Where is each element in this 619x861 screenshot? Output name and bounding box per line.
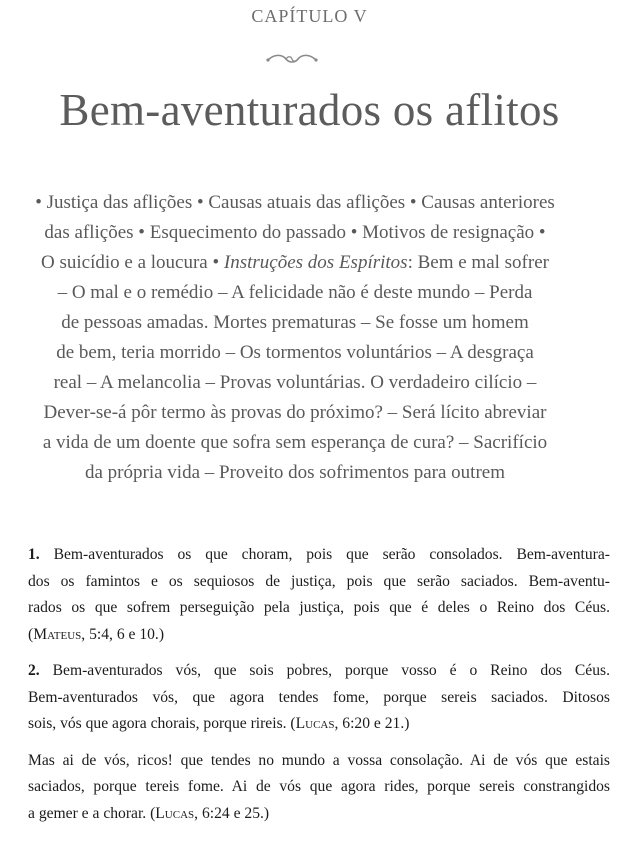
- verse-line: [28, 622, 610, 649]
- summary-line: real – A melancolia – Provas voluntárias. O verdadeiro cilício –: [53, 372, 537, 393]
- verse-line: [28, 711, 610, 738]
- verse-line: [28, 542, 610, 569]
- verse-text: , 6:20 e 21.): [334, 715, 410, 732]
- verse-text: sois, vós que agora chorais, porque rireis. (: [28, 715, 296, 732]
- ornament-flourish-icon: [264, 50, 320, 68]
- summary-italic-title: Instruções dos Espíritos: [223, 252, 408, 273]
- verse-line: Bem-aventurados vós, que agora tendes fome, porque sereis saciados. Ditosos: [28, 688, 610, 706]
- body-text: [28, 542, 610, 837]
- verse-text: a gemer e a chorar. (: [28, 804, 156, 822]
- summary-line: – O mal e o remédio – A felicidade não é deste mundo – Perda: [57, 282, 533, 303]
- summary-text: : Bem e mal sofrer: [407, 252, 549, 273]
- summary-text: O suicídio e a loucura •: [41, 252, 220, 273]
- page-title: Bem-aventurados os aflitos: [59, 85, 560, 135]
- summary-line: a vida de um doente que sofra sem esperança de cura? – Sacrifício: [42, 432, 548, 453]
- verse-line: saciados, porque tereis fome. Ai de vós que agora rides, porque sereis constrangidos: [28, 778, 610, 795]
- summary-line: • Justiça das aflições • Causas atuais das aflições • Causas anteriores: [35, 192, 555, 213]
- verse-line: [28, 658, 610, 685]
- summary-line: [0, 248, 590, 278]
- verse-text: (: [28, 625, 34, 643]
- verse-text: Bem-aventurados vós, que sois pobres, porque vosso é o Reino dos Céus.: [52, 662, 610, 679]
- summary-line: da própria vida – Proveito dos sofrimentos para outrem: [84, 462, 505, 483]
- chapter-summary: [0, 188, 590, 488]
- verse-text: , 6:24 e 25.): [194, 804, 270, 822]
- summary-line: de bem, teria morrido – Os tormentos voluntários – A desgraça: [56, 342, 534, 363]
- verse-text: , 5:4, 6 e 10.): [81, 625, 165, 643]
- verse-reference-book: Mateus: [33, 625, 82, 643]
- chapter-label: CAPÍTULO V: [251, 6, 368, 26]
- verse-paragraph: [28, 542, 610, 648]
- summary-line: de pessoas amadas. Mortes prematuras – Se fosse um homem: [61, 312, 529, 333]
- verse-paragraph: [28, 658, 610, 738]
- verse-text: Bem-aventurados os que choram, pois que serão consolados. Bem-aventura-: [53, 546, 610, 563]
- summary-line: das aflições • Esquecimento do passado • Motivos de resignação •: [44, 222, 546, 243]
- verse-line: [28, 801, 610, 828]
- verse-number: 1.: [28, 546, 40, 563]
- verse-line: rados os que sofrem perseguição pela justiça, pois que é deles o Reino dos Céus.: [28, 599, 610, 616]
- verse-reference-book: Lucas: [295, 715, 335, 732]
- verse-paragraph: [28, 748, 610, 828]
- verse-line: Mas ai de vós, ricos! que tendes no mundo a vossa consolação. Ai de vós que estais: [28, 751, 610, 769]
- verse-number: 2.: [28, 662, 40, 679]
- verse-reference-book: Lucas: [155, 804, 195, 822]
- summary-line: Dever-se-á pôr termo às provas do próximo? – Será lícito abreviar: [43, 402, 547, 423]
- verse-line: dos os famintos e os sequiosos de justiça, pois que serão saciados. Bem-aventu-: [28, 572, 610, 590]
